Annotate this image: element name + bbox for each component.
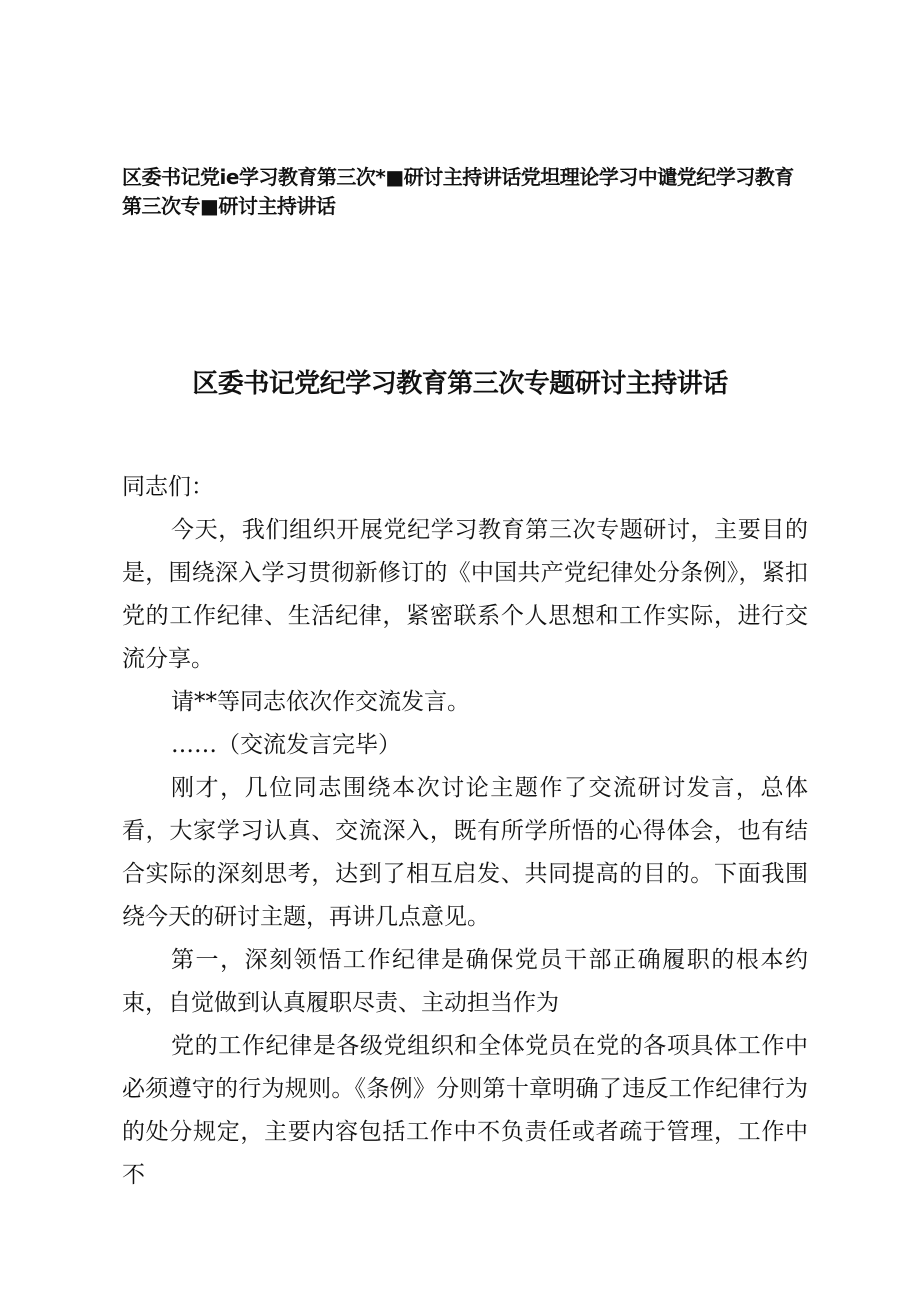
document-body — [122, 466, 808, 1197]
paragraph: 今天，我们组织开展党纪学习教育第三次专题研讨，主要目的是，围绕深入学习贯彻新修订的《中国共产党纪律处分条例》，紧扣党的工作纪律、生活纪律，紧密联系个人思想和工作实际，进行交流分享。 — [122, 517, 808, 672]
paragraph: ……（交流发言完毕） — [171, 732, 401, 758]
document-header-title: 区委书记党ie学习教育第三次*■研讨主持讲话党坦理论学习中谴党纪学习教育第三次专■研讨主持讲话 — [122, 165, 794, 218]
document-title: 区委书记党纪学习教育第三次专题研讨主持讲话 — [192, 369, 728, 399]
paragraph: 刚才，几位同志围绕本次讨论主题作了交流研讨发言，总体看，大家学习认真、交流深入，既有所学所悟的心得体会，也有结合实际的深刻思考，达到了相互启发、共同提高的目的。下面我围绕今天的研讨主题，再讲几点意见。 — [122, 775, 808, 930]
salutation: 同志们： — [122, 474, 214, 500]
paragraph: 请**等同志依次作交流发言。 — [171, 689, 470, 715]
section-heading: 第一，深刻领悟工作纪律是确保党员干部正确履职的根本约束，自觉做到认真履职尽责、主动担当作为 — [122, 947, 808, 1016]
paragraph: 党的工作纪律是各级党组织和全体党员在党的各项具体工作中必须遵守的行为规则。《条例》分则第十章明确了违反工作纪律行为的处分规定，主要内容包括工作中不负责任或者疏于管理，工作中不 — [122, 1033, 808, 1188]
